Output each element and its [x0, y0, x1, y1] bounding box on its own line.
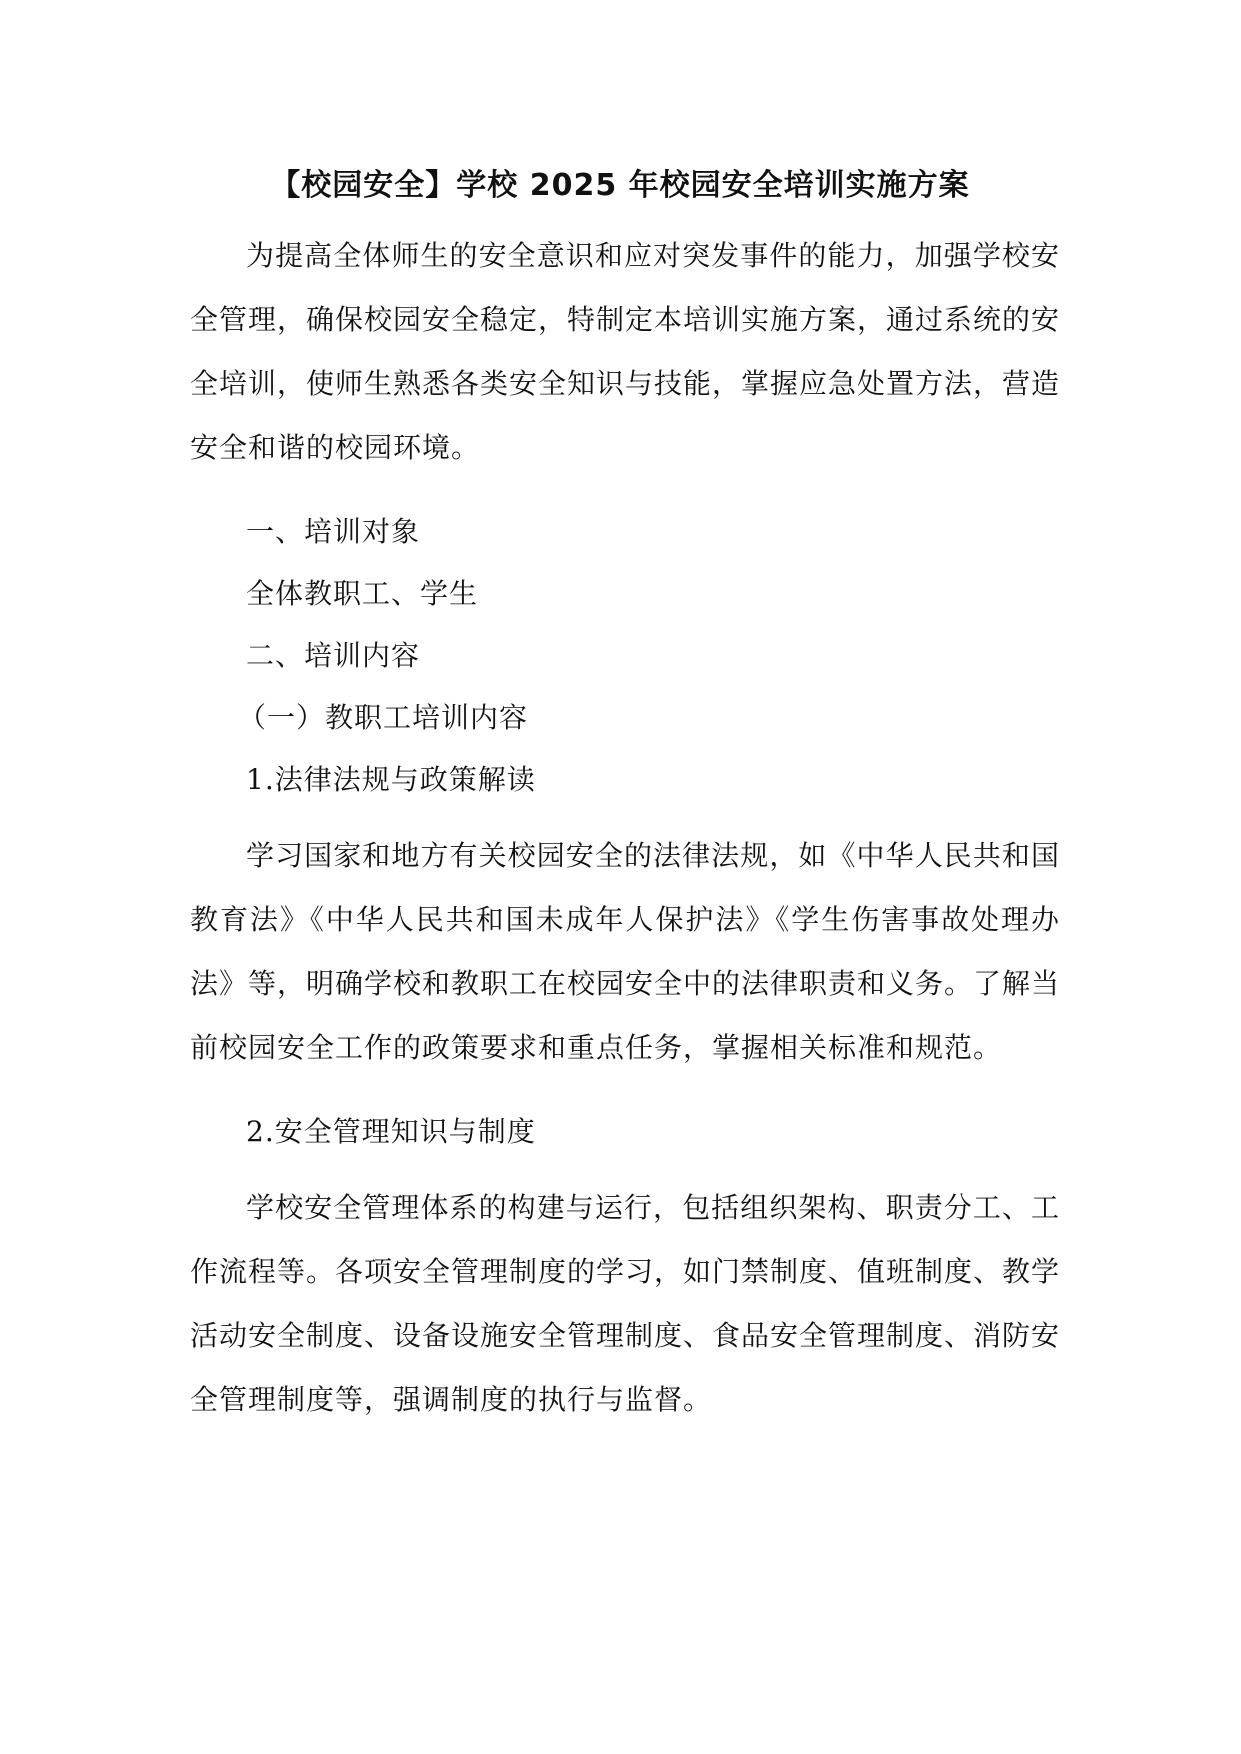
- section-heading-training-content: 二、培训内容: [246, 639, 421, 672]
- document-title: 【校园安全】学校 2025 年校园安全培训实施方案: [270, 168, 970, 203]
- item-heading-laws: 1.法律法规与政策解读: [246, 763, 536, 796]
- subsection-heading-staff: （一）教职工培训内容: [238, 701, 529, 734]
- document-content: [190, 164, 1060, 1432]
- item-body-management: 学校安全管理体系的构建与运行，包括组织架构、职责分工、工作流程等。各项安全管理制度的学习，如门禁制度、值班制度、教学活动安全制度、设备设施安全管理制度、食品安全管理制度、消防安全管理制度等，强调制度的执行与监督。: [190, 1191, 1061, 1416]
- intro-paragraph: 为提高全体师生的安全意识和应对突发事件的能力，加强学校安全管理，确保校园安全稳定，特制定本培训实施方案，通过系统的安全培训，使师生熟悉各类安全知识与技能，掌握应急处置方法，营造安全和谐的校园环境。: [190, 239, 1061, 464]
- section-heading-training-target: 一、培训对象: [246, 515, 421, 548]
- training-target-text: 全体教职工、学生: [246, 577, 479, 610]
- item-body-laws: 学习国家和地方有关校园安全的法律法规，如《中华人民共和国教育法》《中华人民共和国未成年人保护法》《学生伤害事故处理办法》等，明确学校和教职工在校园安全中的法律职责和义务。了解当前校园安全工作的政策要求和重点任务，掌握相关标准和规范。: [190, 839, 1061, 1064]
- item-heading-management: 2.安全管理知识与制度: [246, 1115, 536, 1148]
